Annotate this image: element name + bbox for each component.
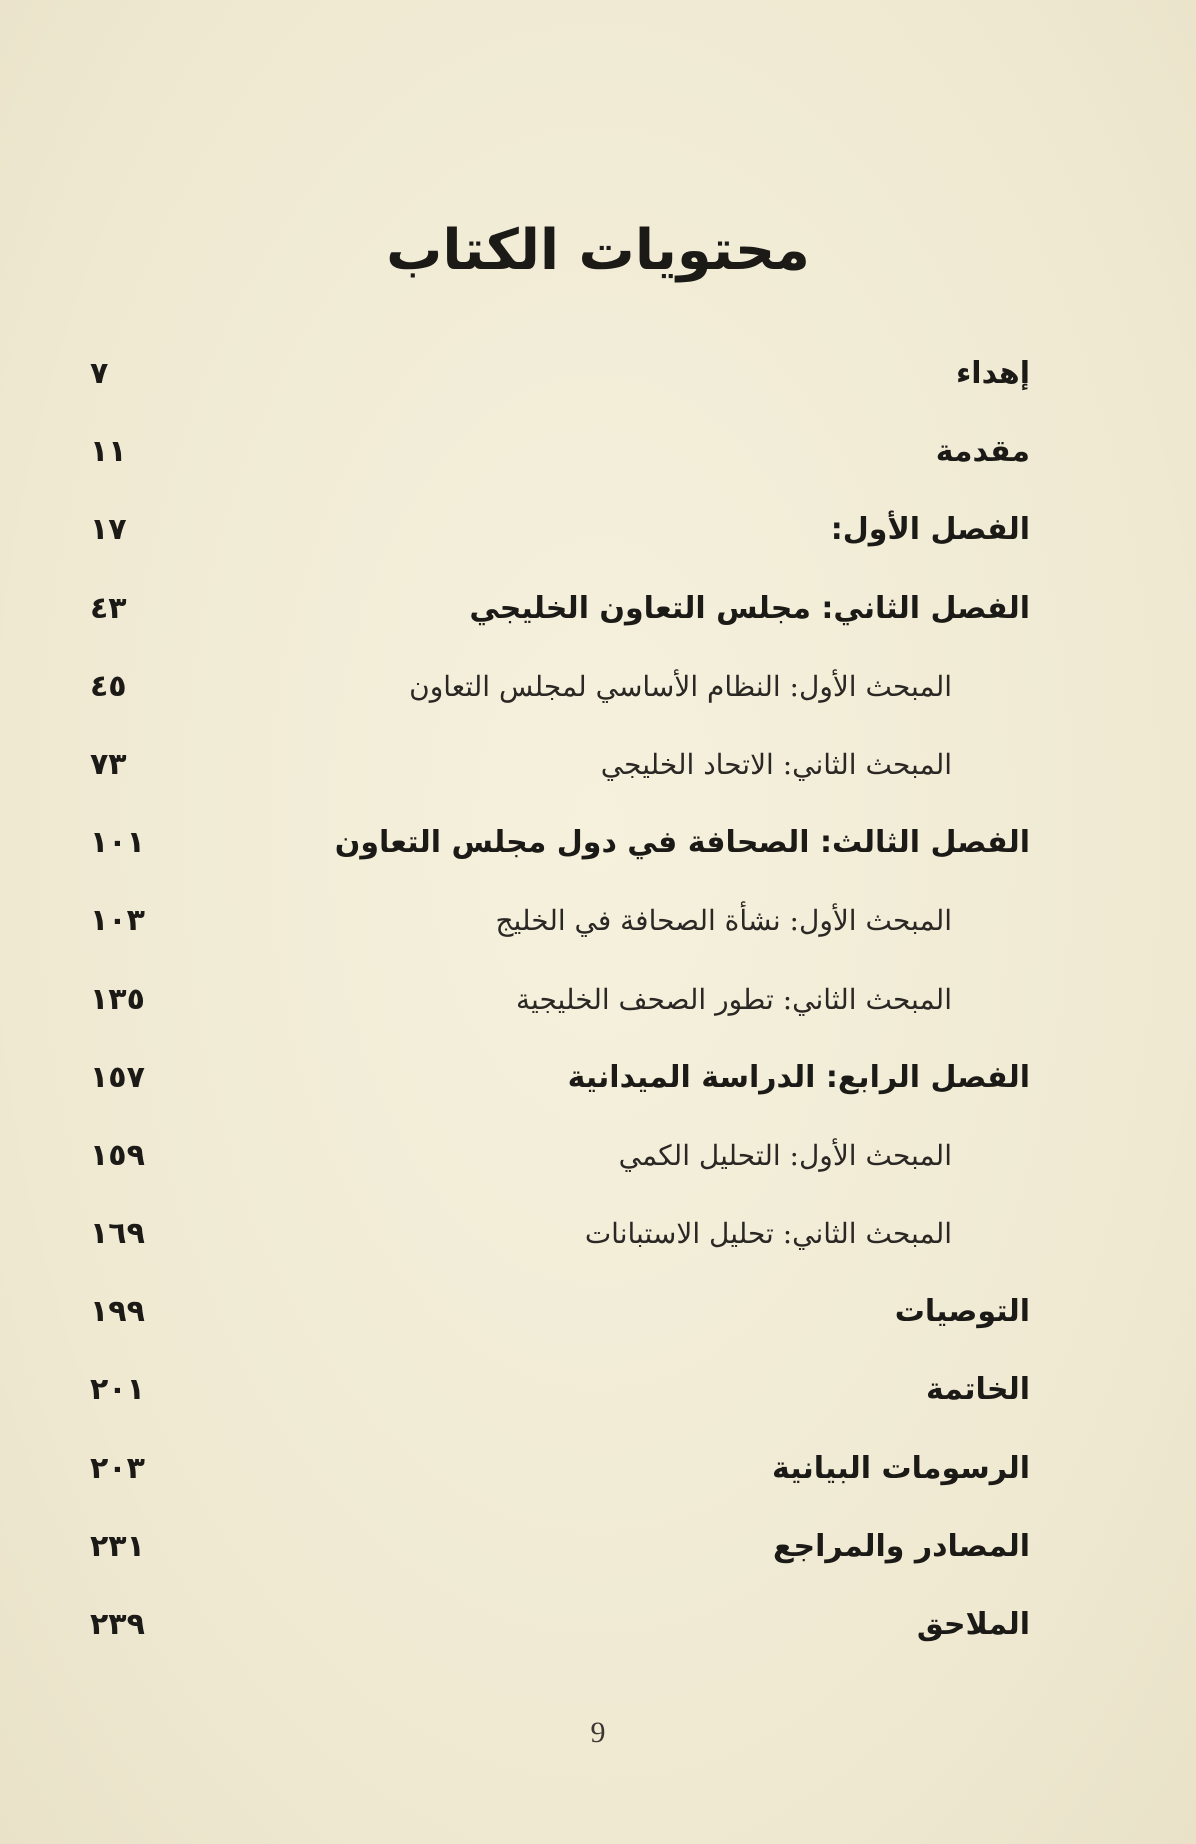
toc-entry-page-number: ١٧ — [90, 512, 127, 548]
toc-entry-title: الفصل الأول: — [830, 512, 1030, 548]
toc-entry-page-number: ١١ — [90, 434, 127, 470]
toc-entry-title: المصادر والمراجع — [773, 1528, 1030, 1564]
toc-entry-title: إهداء — [955, 356, 1030, 391]
page-title: محتويات الكتاب — [386, 218, 810, 283]
toc-entry-title: المبحث الثاني: تطور الصحف الخليجية — [515, 982, 952, 1016]
toc-entry-title: المبحث الأول: نشأة الصحافة في الخليج — [495, 904, 952, 938]
toc-entry-page-number: ٤٥ — [90, 668, 127, 704]
toc-entry — [90, 737, 1030, 815]
toc-entry-page-number: ٧٣ — [90, 746, 127, 782]
toc-entry-page-number: ٤٣ — [90, 590, 127, 626]
toc-entry — [90, 424, 1030, 502]
toc-entry-page-number: ١٣٥ — [90, 981, 145, 1017]
toc-entry-title: مقدمة — [935, 434, 1030, 470]
toc-entry-title: المبحث الثاني: الاتحاد الخليجي — [600, 747, 952, 781]
toc-entry-page-number: ١٥٩ — [90, 1137, 145, 1173]
toc-entry-page-number: ١٩٩ — [90, 1294, 145, 1330]
toc-entry-page-number: ٧ — [90, 356, 109, 391]
table-of-contents — [90, 346, 1030, 1675]
toc-entry — [90, 581, 1030, 659]
toc-entry — [90, 1362, 1030, 1440]
toc-entry — [90, 972, 1030, 1050]
toc-entry-title: المبحث الأول: النظام الأساسي لمجلس التعاون — [409, 669, 952, 703]
toc-entry-title: الفصل الرابع: الدراسة الميدانية — [567, 1059, 1030, 1095]
toc-entry-title: الفصل الثاني: مجلس التعاون الخليجي — [469, 590, 1030, 626]
toc-entry-page-number: ٢٣١ — [90, 1528, 145, 1564]
toc-entry — [90, 1597, 1030, 1675]
toc-entry-title: المبحث الأول: التحليل الكمي — [618, 1138, 952, 1172]
toc-entry-title: الملاحق — [916, 1607, 1030, 1642]
toc-entry — [90, 659, 1030, 737]
toc-entry-title: الرسومات البيانية — [772, 1450, 1030, 1486]
toc-entry-title: الفصل الثالث: الصحافة في دول مجلس التعاون — [334, 825, 1030, 861]
toc-entry-title: الخاتمة — [925, 1372, 1030, 1408]
toc-entry-page-number: ١٥٧ — [90, 1059, 145, 1095]
toc-entry — [90, 1519, 1030, 1597]
toc-entry — [90, 346, 1030, 424]
toc-entry — [90, 1050, 1030, 1128]
toc-entry-page-number: ٢٣٩ — [90, 1607, 145, 1642]
toc-entry — [90, 502, 1030, 580]
toc-entry-page-number: ٢٠١ — [90, 1372, 145, 1408]
toc-entry — [90, 1441, 1030, 1519]
toc-entry — [90, 893, 1030, 971]
toc-entry-title: التوصيات — [894, 1294, 1030, 1330]
toc-entry — [90, 1128, 1030, 1206]
toc-entry-title: المبحث الثاني: تحليل الاستبانات — [584, 1217, 952, 1251]
toc-entry — [90, 1284, 1030, 1362]
toc-entry-page-number: ١٦٩ — [90, 1216, 145, 1252]
toc-entry — [90, 815, 1030, 893]
toc-entry-page-number: ١٠٣ — [90, 903, 145, 939]
toc-entry-page-number: ١٠١ — [90, 825, 145, 861]
page-number: 9 — [590, 1716, 606, 1749]
toc-entry — [90, 1206, 1030, 1284]
toc-entry-page-number: ٢٠٣ — [90, 1450, 145, 1486]
